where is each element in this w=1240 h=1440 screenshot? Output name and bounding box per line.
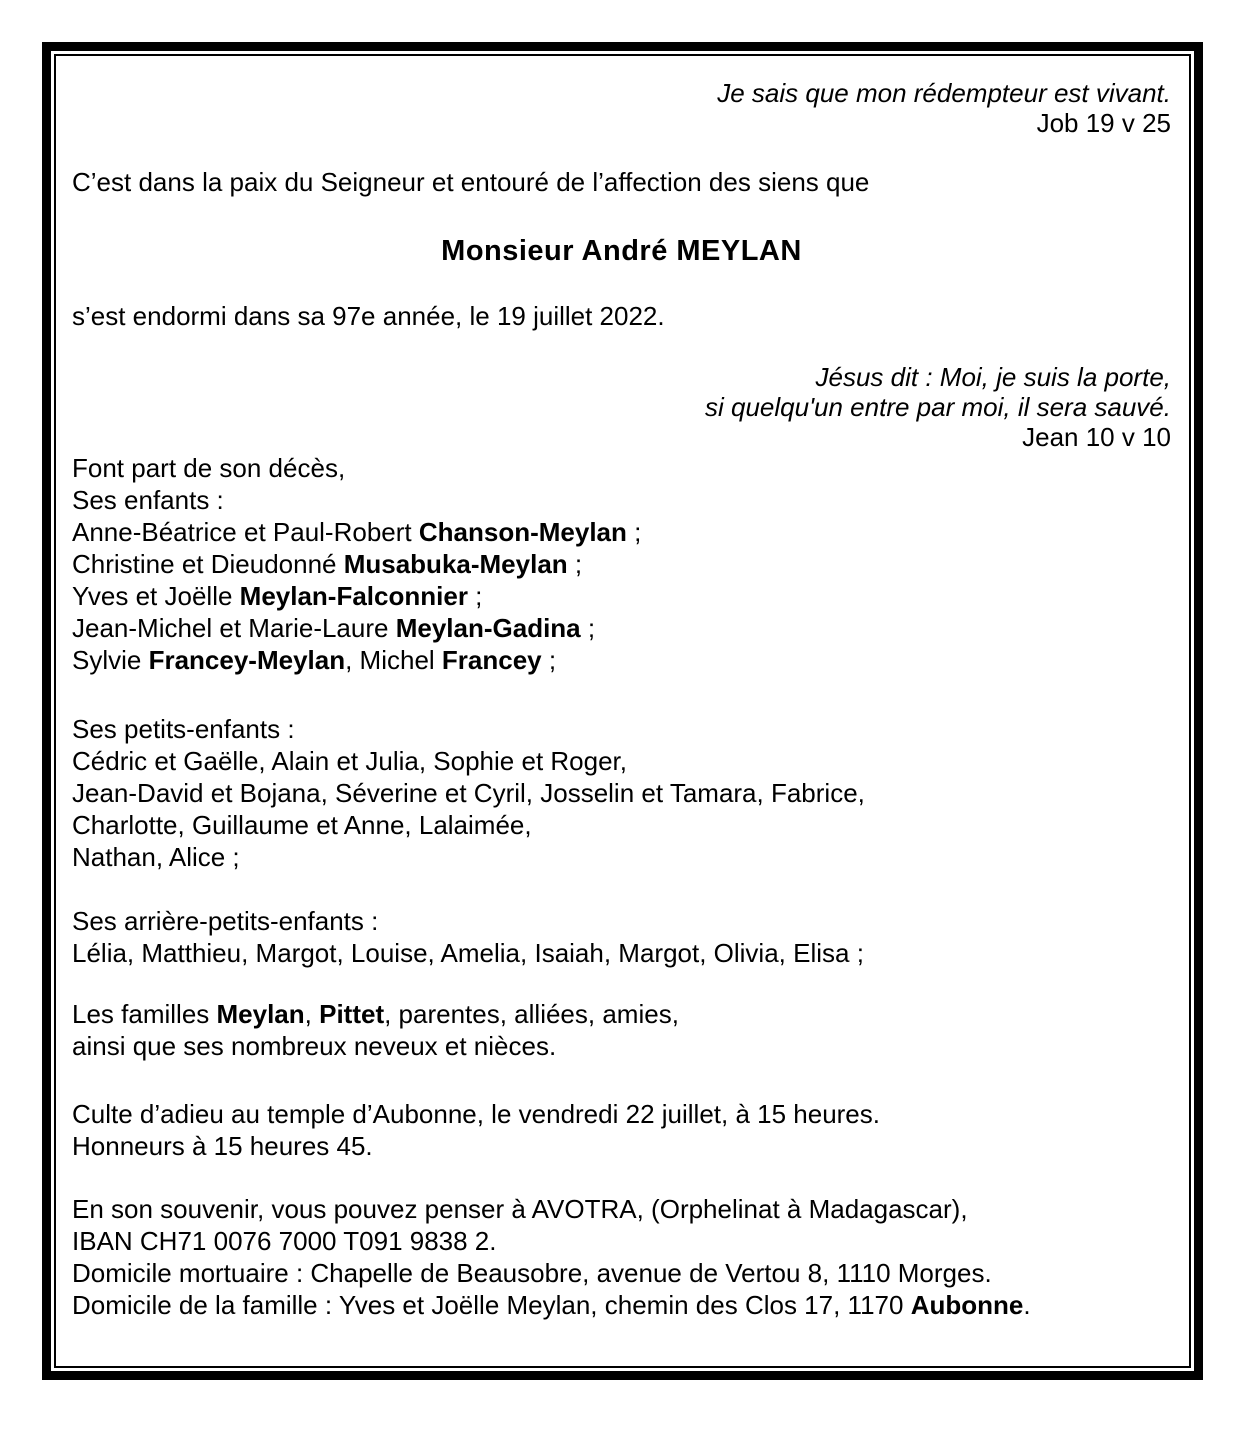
families-line <box>72 1030 1171 1062</box>
children-list-line <box>72 612 1171 644</box>
children-list-text: ; <box>467 581 483 611</box>
great-grandchildren-list <box>72 905 1171 969</box>
children-list-text: Chanson-Meylan <box>418 517 627 547</box>
children-list-text: ; <box>580 613 596 643</box>
service-info-line <box>72 1098 1171 1130</box>
scripture-quote-1-line <box>72 78 1171 108</box>
practical-info-line <box>72 1289 1171 1321</box>
grandchildren-list-text: Jean-David et Bojana, Séverine et Cyril, Josselin et Tamara, Fabrice, <box>72 778 865 808</box>
children-list-text: Jean-Michel et Marie-Laure <box>72 613 396 643</box>
grandchildren-list-text: Cédric et Gaëlle, Alain et Julia, Sophie et Roger, <box>72 746 627 776</box>
service-info-line <box>72 1130 1171 1162</box>
practical-info-text: En son souvenir, vous pouvez penser à AVOTRA, (Orphelinat à Madagascar), <box>72 1194 968 1224</box>
death-statement <box>72 300 1171 332</box>
grandchildren-list-line <box>72 713 1171 745</box>
scripture-quote-1 <box>72 78 1171 138</box>
practical-info-text: Domicile de la famille : Yves et Joëlle Meylan, chemin des Clos 17, 1170 <box>72 1290 911 1320</box>
scripture-quote-2-line <box>72 362 1171 392</box>
great-grandchildren-list-line <box>72 905 1171 937</box>
families-text: Les familles <box>72 999 217 1029</box>
children-list-text: Meylan-Gadina <box>395 613 581 643</box>
practical-info-line <box>72 1193 1171 1225</box>
deceased-name-line <box>72 231 1171 271</box>
scripture-quote-2-line <box>72 422 1171 452</box>
scripture-quote-2-text: Jean 10 v 10 <box>1022 422 1171 452</box>
great-grandchildren-list-text: Ses arrière-petits-enfants : <box>72 906 379 936</box>
practical-info-text: Aubonne <box>910 1290 1024 1320</box>
children-list-text: Francey-Meylan <box>148 645 346 675</box>
children-list-text: Christine et Dieudonné <box>72 549 344 579</box>
scripture-quote-2-text: Jésus dit : Moi, je suis la porte, <box>815 362 1171 392</box>
scripture-quote-2 <box>72 362 1171 452</box>
children-list-line <box>72 516 1171 548</box>
families-text: , parentes, alliées, amies, <box>384 999 679 1029</box>
scripture-quote-2-line <box>72 392 1171 422</box>
grandchildren-list-line <box>72 809 1171 841</box>
children-list-text: Musabuka-Meylan <box>343 549 568 579</box>
children-list <box>72 452 1171 676</box>
grandchildren-list-text: Ses petits-enfants : <box>72 714 295 744</box>
families <box>72 998 1171 1062</box>
death-statement-text: s’est endormi dans sa 97e année, le 19 juillet 2022. <box>72 301 665 331</box>
practical-info <box>72 1193 1171 1321</box>
announcement-body <box>72 78 1171 1321</box>
practical-info-line <box>72 1225 1171 1257</box>
grandchildren-list-text: Nathan, Alice ; <box>72 842 240 872</box>
scripture-quote-2-text: si quelqu'un entre par moi, il sera sauvé. <box>705 392 1171 422</box>
intro-line-text: C’est dans la paix du Seigneur et entouré de l’affection des siens que <box>72 167 870 197</box>
children-list-text: ; <box>541 645 557 675</box>
children-list-text: Yves et Joëlle <box>72 581 240 611</box>
intro-line <box>72 166 1171 198</box>
grandchildren-list-line <box>72 841 1171 873</box>
announcement-inner-frame <box>54 54 1191 1368</box>
scripture-quote-1-line <box>72 108 1171 138</box>
great-grandchildren-list-text: Lélia, Matthieu, Margot, Louise, Amelia, Isaiah, Margot, Olivia, Elisa ; <box>72 938 864 968</box>
children-list-text: ; <box>567 549 583 579</box>
children-list-line <box>72 548 1171 580</box>
grandchildren-list <box>72 713 1171 873</box>
death-statement-line <box>72 300 1171 332</box>
children-list-text: Ses enfants : <box>72 485 224 515</box>
children-list-text: ; <box>626 517 642 547</box>
children-list-text: , Michel <box>345 645 442 675</box>
grandchildren-list-line <box>72 745 1171 777</box>
practical-info-line <box>72 1257 1171 1289</box>
children-list-line <box>72 644 1171 676</box>
families-text: ainsi que ses nombreux neveux et nièces. <box>72 1031 557 1061</box>
children-list-line <box>72 484 1171 516</box>
grandchildren-list-text: Charlotte, Guillaume et Anne, Lalaimée, <box>72 810 532 840</box>
families-line <box>72 998 1171 1030</box>
service-info-text: Culte d’adieu au temple d’Aubonne, le vendredi 22 juillet, à 15 heures. <box>72 1099 880 1129</box>
families-text: Meylan <box>216 999 305 1029</box>
service-info-text: Honneurs à 15 heures 45. <box>72 1131 373 1161</box>
children-list-text: Sylvie <box>72 645 149 675</box>
children-list-text: Anne-Béatrice et Paul-Robert <box>72 517 419 547</box>
great-grandchildren-list-line <box>72 937 1171 969</box>
practical-info-text: IBAN CH71 0076 7000 T091 9838 2. <box>72 1226 497 1256</box>
scripture-quote-1-text: Job 19 v 25 <box>1036 108 1171 138</box>
children-list-line <box>72 580 1171 612</box>
children-list-text: Meylan-Falconnier <box>239 581 468 611</box>
children-list-text: Francey <box>441 645 542 675</box>
announcement-frame <box>42 42 1203 1380</box>
deceased-name-text: Monsieur André MEYLAN <box>441 235 802 267</box>
deceased-name <box>72 231 1171 271</box>
scripture-quote-1-text: Je sais que mon rédempteur est vivant. <box>717 78 1171 108</box>
children-list-line <box>72 452 1171 484</box>
children-list-text: Font part de son décès, <box>72 453 346 483</box>
intro-line-line <box>72 166 1171 198</box>
families-text: , <box>304 999 320 1029</box>
service-info <box>72 1098 1171 1162</box>
practical-info-text: Domicile mortuaire : Chapelle de Beausobre, avenue de Vertou 8, 1110 Morges. <box>72 1258 992 1288</box>
grandchildren-list-line <box>72 777 1171 809</box>
practical-info-text: . <box>1023 1290 1031 1320</box>
families-text: Pittet <box>319 999 385 1029</box>
